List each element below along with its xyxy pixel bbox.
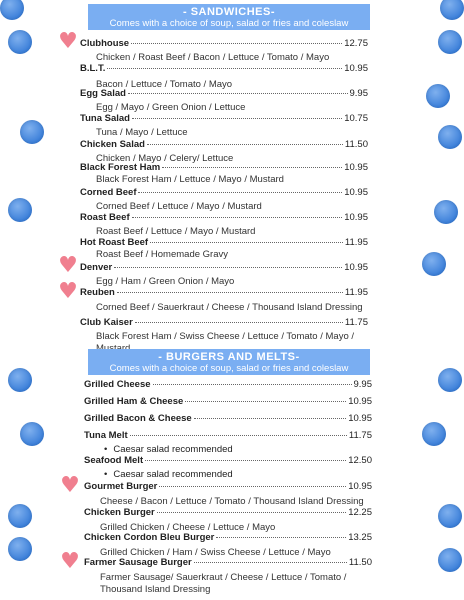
item-name: Egg Salad — [80, 88, 126, 99]
item-description: Farmer Sausage/ Sauerkraut / Cheese / Lettuce / Tomato / Thousand Island Dressing — [100, 572, 347, 595]
item-name: Black Forest Ham — [80, 162, 161, 173]
item-price: 10.95 — [344, 63, 368, 74]
item-description: Cheese / Bacon / Lettuce / Tomato / Thousand Island Dressing — [100, 496, 364, 507]
item-description: Grilled Chicken / Ham / Swiss Cheese / Lettuce / Mayo — [100, 547, 331, 558]
decorative-dot — [438, 125, 462, 149]
item-name: Roast Beef — [80, 212, 130, 223]
item-description: Corned Beef / Lettuce / Mayo / Mustard — [96, 201, 262, 212]
decorative-dot — [0, 0, 24, 20]
item-price: 11.50 — [344, 139, 368, 150]
decorative-dot — [438, 504, 462, 528]
menu-item — [84, 379, 372, 390]
item-description: Corned Beef / Sauerkraut / Cheese / Thousand Island Dressing — [96, 302, 363, 313]
item-name: Denver — [80, 262, 113, 273]
item-description: Chicken / Roast Beef / Bacon / Lettuce / Tomato / Mayo — [96, 52, 330, 63]
item-name: Grilled Bacon & Cheese — [84, 413, 192, 424]
item-description: Bacon / Lettuce / Tomato / Mayo — [96, 79, 233, 90]
item-name: Gourmet Burger — [84, 481, 158, 492]
item-price: 11.50 — [348, 557, 372, 568]
item-price: 13.25 — [348, 532, 372, 543]
heart-icon: ♥ — [60, 473, 80, 498]
decorative-dot — [8, 198, 32, 222]
menu-item — [80, 88, 368, 114]
item-price: 10.95 — [348, 413, 372, 424]
item-price: 10.95 — [344, 162, 368, 173]
item-price: 9.95 — [349, 88, 368, 99]
item-description: Chicken / Mayo / Celery/ Lettuce — [96, 153, 234, 164]
item-description: Grilled Chicken / Cheese / Lettuce / Mayo — [100, 522, 276, 533]
decorative-dot — [8, 537, 32, 561]
item-name: Chicken Salad — [80, 139, 145, 150]
decorative-dot — [434, 200, 458, 224]
decorative-dot — [440, 0, 464, 20]
decorative-dot — [8, 368, 32, 392]
item-price: 9.95 — [353, 379, 372, 390]
heart-icon: ♥ — [58, 279, 78, 304]
item-price: 11.75 — [348, 430, 372, 441]
decorative-dot — [438, 368, 462, 392]
item-name: Corned Beef — [80, 187, 137, 198]
menu-item — [84, 507, 372, 534]
item-name: B.L.T. — [80, 63, 106, 74]
item-name: Chicken Burger — [84, 507, 155, 518]
item-description: Egg / Mayo / Green Onion / Lettuce — [96, 102, 246, 113]
item-description: Roast Beef / Homemade Gravy — [96, 249, 228, 260]
menu-item — [84, 481, 372, 508]
menu-item — [80, 63, 368, 91]
item-description: Tuna / Mayo / Lettuce — [96, 127, 188, 138]
item-name: Farmer Sausage Burger — [84, 557, 192, 568]
item-price: 10.95 — [344, 187, 368, 198]
decorative-dot — [8, 30, 32, 54]
decorative-dot — [426, 84, 450, 108]
heart-icon: ♥ — [60, 549, 80, 574]
item-name: Chicken Cordon Bleu Burger — [84, 532, 215, 543]
item-name: Tuna Salad — [80, 113, 130, 124]
section-title: - SANDWICHES- — [182, 6, 276, 18]
item-price: 10.95 — [344, 262, 368, 273]
decorative-dot — [422, 422, 446, 446]
item-price: 10.75 — [344, 113, 368, 124]
menu-item — [84, 413, 372, 424]
heart-icon: ♥ — [58, 253, 78, 278]
item-price: 11.75 — [344, 317, 368, 328]
section-banner-sandwiches — [88, 4, 370, 30]
section-subtitle: Comes with a choice of soup, salad or fries and coleslaw — [109, 363, 349, 374]
decorative-dot — [422, 252, 446, 276]
item-name: Hot Roast Beef — [80, 237, 149, 248]
item-description: Black Forest Ham / Swiss Cheese / Lettuce / Tomato / Mayo / — [96, 331, 355, 342]
item-name: Seafood Melt — [84, 455, 144, 466]
section-subtitle: Comes with a choice of soup, salad or fries and coleslaw — [109, 18, 349, 29]
item-price: 12.25 — [348, 507, 372, 518]
item-description: Black Forest Ham / Lettuce / Mayo / Mustard — [96, 174, 284, 185]
menu-item — [80, 262, 368, 288]
item-name: Club Kaiser — [80, 317, 133, 328]
menu-item — [80, 162, 368, 186]
item-name: Grilled Ham & Cheese — [84, 396, 184, 407]
item-description: Roast Beef / Lettuce / Mayo / Mustard — [96, 226, 256, 237]
decorative-dot — [438, 548, 462, 572]
section-title: - BURGERS AND MELTS- — [158, 351, 300, 363]
item-name: Tuna Melt — [84, 430, 128, 441]
menu-item — [80, 38, 368, 64]
decorative-dot — [20, 422, 44, 446]
item-name: Reuben — [80, 287, 115, 298]
menu-item — [84, 557, 372, 596]
item-name: Grilled Cheese — [84, 379, 151, 390]
item-price: 11.95 — [344, 237, 368, 248]
item-name: Clubhouse — [80, 38, 130, 49]
menu-item — [80, 187, 368, 213]
decorative-dot — [438, 30, 462, 54]
decorative-dot — [8, 504, 32, 528]
menu-item — [84, 430, 372, 455]
menu-item — [84, 532, 372, 559]
item-note: • Caesar salad recommended — [104, 469, 372, 480]
item-note: • Caesar salad recommended — [104, 444, 372, 455]
item-price: 10.95 — [344, 212, 368, 223]
menu-item — [84, 455, 372, 480]
item-price: 11.95 — [344, 287, 368, 298]
item-price: 10.95 — [348, 481, 372, 492]
item-price: 12.75 — [344, 38, 368, 49]
heart-icon: ♥ — [58, 29, 78, 54]
item-description: Egg / Ham / Green Onion / Mayo — [96, 276, 235, 287]
menu-item — [80, 237, 368, 261]
menu-item — [84, 396, 372, 407]
menu-item — [80, 212, 368, 238]
item-price: 10.95 — [348, 396, 372, 407]
section-banner-burgers — [88, 349, 370, 375]
item-price: 12.50 — [348, 455, 372, 466]
decorative-dot — [20, 120, 44, 144]
menu-item — [80, 287, 368, 314]
menu-item — [80, 113, 368, 139]
